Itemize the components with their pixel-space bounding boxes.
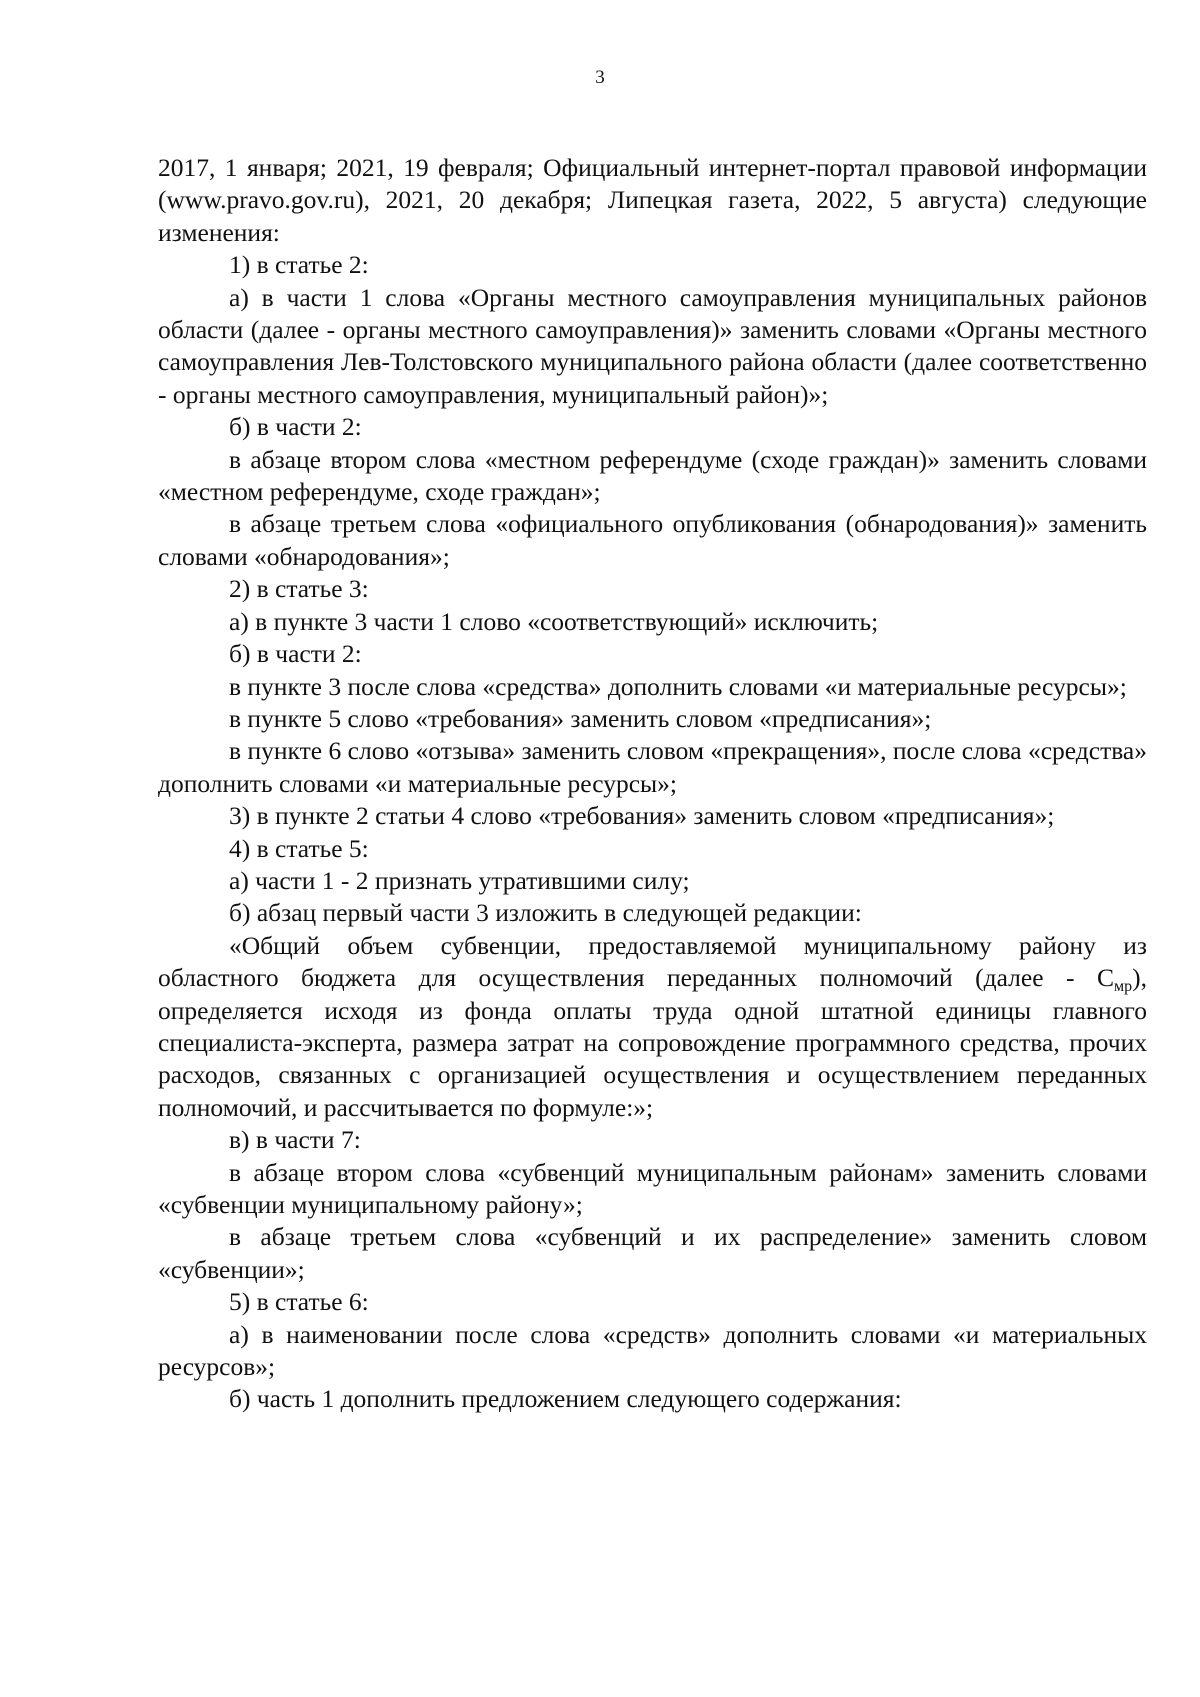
page-number: 3 [595,67,605,88]
paragraph-item-4v-second: в абзаце втором слова «субвенций муниципальным районам» заменить словами «субвенции муниципальному району»; [158,1157,1147,1219]
formula-variable [1096,963,1133,996]
paragraph-item-4b: б) абзац первый части 3 изложить в следующей редакции: [229,898,862,928]
paragraph-quoted-subvention-text [158,930,1147,1124]
paragraph-item-5a: а) в наименовании после слова «средств» дополнить словами «и материальных ресурсов»; [158,1319,1147,1382]
formula-variable-subscript: мр [1114,978,1133,996]
quoted-text-part-1: «Общий объем субвенции, предоставляемой муниципальному району из областного бюджета для осуществления переданных полномочий (далее - [158,930,1147,993]
paragraph-item-1b: б) в части 2: [229,412,362,442]
paragraph-item-4a: а) части 1 - 2 признать утратившими силу; [229,865,690,895]
paragraph-item-2b-point6: в пункте 6 слово «отзыва» заменить словом «прекращения», после слова «средства» дополнить словами «и материальные ресурсы»; [158,736,1147,798]
paragraph-intro-sources: 2017, 1 января; 2021, 19 февраля; Официальный интернет-портал правовой информации (www.pravo.gov.ru), 2021, 20 декабря; Липецкая газета, 2022, 5 августа) следующие изменения: [158,153,1147,247]
formula-variable-base: С [1096,963,1114,993]
paragraph-item-1: 1) в статье 2: [229,250,369,280]
paragraph-item-5: 5) в статье 6: [229,1287,369,1317]
paragraph-item-2b-point5: в пункте 5 слово «требования» заменить словом «предписания»; [229,703,932,733]
paragraph-item-2b-point3: в пункте 3 после слова «средства» дополнить словами «и материальные ресурсы»; [229,671,1127,701]
paragraph-item-4: 4) в статье 5: [229,833,369,863]
paragraph-item-1a: а) в части 1 слова «Органы местного самоуправления муниципальных районов области (далее - органы местного самоуправления)» заменить словами «Органы местного самоуправления Лев-Толстовского муниципального района области (далее соответственно - органы местного самоуправления, муниципальный район)»; [158,282,1147,409]
paragraph-item-2a: а) в пункте 3 части 1 слово «соответствующий» исключить; [229,606,879,636]
paragraph-item-4v-third: в абзаце третьем слова «субвенций и их распределение» заменить словом «субвенции»; [158,1222,1147,1284]
quoted-text-part-2: ), определяется исходя из фонда оплаты труда одной штатной единицы главного специалиста-эксперта, размера затрат на сопровождение программного средства, прочих расходов, связанных с организацией осуществления и осуществлением переданных полномочий, и рассчитывается по формуле:»; [158,963,1147,1122]
document-body [158,152,1147,1416]
paragraph-item-4v: в) в части 7: [229,1125,361,1155]
paragraph-item-1b-second: в абзаце втором слова «местном референдуме (сходе граждан)» заменить словами «местном референдуме, сходе граждан»; [158,444,1147,507]
paragraph-item-3: 3) в пункте 2 статьи 4 слово «требования» заменить словом «предписания»; [229,801,1055,831]
paragraph-item-1b-third: в абзаце третьем слова «официального опубликования (обнародования)» заменить словами «обнародования»; [158,509,1147,571]
paragraph-item-5b: б) часть 1 дополнить предложением следующего содержания: [229,1384,902,1414]
paragraph-item-2: 2) в статье 3: [229,574,369,604]
paragraph-item-2b: б) в части 2: [229,639,362,669]
